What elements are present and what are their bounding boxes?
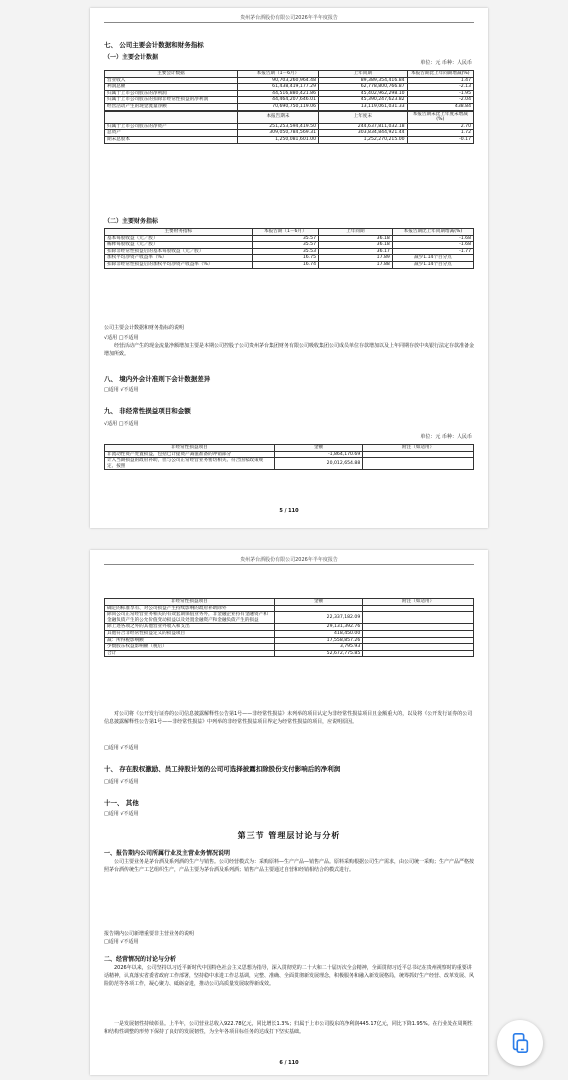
table-cell: 归属于上市公司股东的净资产: [105, 123, 238, 130]
table-cell: -0.17: [407, 136, 473, 143]
table-cell: 确定的标准享有、对公司损益产生持续影响的政府补助除外: [105, 605, 275, 612]
section-8-title: 八、 境内外会计准则下会计数据差异: [104, 375, 211, 383]
table-cell: -1.77: [392, 248, 473, 255]
table-row: [105, 123, 474, 130]
table-header-cell: 本报告期末: [237, 111, 318, 123]
table-cell: 减：所得税影响额: [105, 637, 275, 644]
table-cell: 1,252,270,215.00: [319, 136, 408, 143]
table-cell: 251,253,594,419.50: [237, 123, 318, 130]
table-row: [105, 605, 474, 612]
page-header: 贵州茅台酒股份有限公司2026年半年度报告: [240, 557, 338, 563]
table-cell: 扣除非经常性损益后的加权平均净资产收益率（%）: [105, 261, 253, 268]
note-check: √适用 □不适用: [104, 335, 139, 341]
table-cell: 3,795.93: [274, 644, 363, 651]
table-cell: 计入当期损益的政府补助，但与公司正常经营业务密切相关、符合国家政策规定、按照: [105, 458, 275, 470]
chapter-3-sub-1: 一、报告期内公司所属行业及主营业务情况说明: [104, 850, 231, 857]
section-9-check: √适用 □不适用: [104, 421, 139, 427]
table-cell: 利润总额: [105, 84, 238, 91]
table-cell: 2.70: [407, 123, 473, 130]
paragraph-check: □适用 √不适用: [104, 745, 139, 751]
section-8-check: □适用 √不适用: [104, 387, 139, 393]
table-header-cell: 上年同期: [319, 229, 393, 236]
table-cell: 90,703,260,964.48: [237, 77, 318, 84]
table-cell: 36.18: [319, 242, 393, 249]
section-10-title: 十、 存在股权激励、员工持股计划的公司可选择披露扣除股份支付影响后的净利润: [104, 765, 341, 773]
table-cell: 44,464,207,646.01: [237, 97, 318, 104]
table-cell: 52,672,775.85: [274, 650, 363, 657]
table-row: [105, 255, 474, 262]
section-9-title: 九、 非经常性损益项目和金额: [104, 407, 191, 415]
table-cell: 29,131,392.76: [274, 624, 363, 631]
table-cell: 35.57: [252, 242, 318, 249]
chapter-3-sub-2: 二、经营情况的讨论与分析: [104, 956, 177, 963]
table-header-cell: 本报告期比上年同期增减(%): [407, 71, 473, 78]
table-header-cell: 本报告期（1－6月）: [252, 229, 318, 236]
table-cell: 16.74: [252, 261, 318, 268]
table-header-cell: 金额: [274, 445, 363, 452]
table-cell: 扣除非经常性损益后的基本每股收益（元／股）: [105, 248, 253, 255]
table-cell: 36.17: [319, 248, 393, 255]
table-cell: 36.18: [319, 235, 393, 242]
phone-mirror-button[interactable]: [497, 1020, 543, 1066]
table-header-cell: 附注（如适用）: [363, 445, 474, 452]
chapter-3-sub-2-body2: 一是发展韧性持续彰显。上半年，公司营业总收入922.78亿元，同比增长1.3%；归属于上市公司股东的净利润445.17亿元，同比下降1.95%。在行业处在周期性和结构性调整的形势下保持了良好的发展韧性，为全年各项目标任务的达成打下坚实基础。: [104, 1021, 473, 1035]
table-header-cell: 主要会计数据: [105, 71, 238, 78]
table-cell: 1.47: [407, 77, 473, 84]
table-cell: 62,778,800,766.87: [319, 84, 408, 91]
unit-label-2: 单位：元 币种：人民币: [420, 434, 472, 440]
page-header: 贵州茅台酒股份有限公司2026年半年度报告: [240, 15, 338, 21]
table-cell: -1.95: [407, 90, 473, 97]
table-cell: 16.75: [252, 255, 318, 262]
table-header-cell: 上年同期: [319, 71, 408, 78]
table-cell: -2.04: [407, 97, 473, 104]
table-header-cell: 附注（如适用）: [363, 599, 474, 606]
table-cell: 经营活动产生的现金流量净额: [105, 103, 238, 110]
table-cell: 89,389,354,416.84: [319, 77, 408, 84]
table-row: [105, 136, 474, 143]
page-number: 6 / 110: [279, 1060, 299, 1066]
table-cell: 1.72: [407, 130, 473, 137]
table-cell: 61,438,419,177.29: [237, 84, 318, 91]
table-nonrecurring-items-cont: [104, 598, 474, 657]
table-cell: 418,450.00: [274, 630, 363, 637]
table-header-cell: [105, 111, 238, 123]
table-row: [105, 458, 474, 470]
table-cell: 35.57: [252, 235, 318, 242]
table-cell: 营业收入: [105, 77, 238, 84]
table-cell: 稀释每股收益（元／股）: [105, 242, 253, 249]
table-cell: 45,390,247,623.82: [319, 97, 408, 104]
table-cell: 45,402,962,298.10: [319, 90, 408, 97]
table-cell: 17.89: [319, 255, 393, 262]
table-row: [105, 637, 474, 644]
table-row: [105, 612, 474, 624]
phone-icon: [509, 1032, 531, 1054]
table-cell: 303,834,844,921.44: [319, 130, 408, 137]
table-row: [105, 97, 474, 104]
table-row: [105, 130, 474, 137]
table-cell: [363, 637, 474, 644]
table-cell: -1,864,170.69: [274, 451, 363, 458]
section-7-title: 七、 公司主要会计数据和财务指标: [104, 41, 204, 49]
table-accounting-data: [104, 70, 474, 144]
table-cell: [363, 650, 474, 657]
table-cell: -1.68: [392, 235, 473, 242]
table-cell: 合计: [105, 650, 275, 657]
table-row: [105, 235, 474, 242]
table-header-cell: 非经常性损益项目: [105, 599, 275, 606]
chapter-3-sub-1-check: □适用 √不适用: [104, 939, 139, 945]
table-cell: 44,516,880,421.86: [237, 90, 318, 97]
chapter-3-title: 第三节 管理层讨论与分析: [237, 831, 341, 840]
section-10-check: □适用 √不适用: [104, 779, 139, 785]
table-cell: 35.53: [252, 248, 318, 255]
table-cell: 除同公司正常经营业务相关的有效套期保值业务外，非金融企业持有金融资产和金融负债产生的公允价值变动损益以及处置金融资产和金融负债产生的损益: [105, 612, 275, 624]
table-cell: [363, 605, 474, 612]
table-cell: 加权平均净资产收益率（%）: [105, 255, 253, 262]
table-cell: 期末总股本: [105, 136, 238, 143]
table-header-cell: 上年度末: [319, 111, 408, 123]
page-number: 5 / 110: [279, 508, 299, 514]
section-7-subtitle-2: （二）主要财务指标: [104, 218, 159, 225]
table-cell: -2.13: [407, 84, 473, 91]
table-header-cell: 主要财务指标: [105, 229, 253, 236]
table-cell: 13,119,061,031.33: [319, 103, 408, 110]
paragraph-explanation: 对公司将《公开发行证券的公司信息披露解释性公告第1号——非经常性损益》未列举的项目认定为非经常性损益项目且金额重大的，以及将《公开发行证券的公司信息披露解释性公告第1号——非经常性损益》中列举的非经常性损益项目界定为经常性损益的项目，应说明原因。: [104, 711, 473, 725]
table-row: [105, 644, 474, 651]
table-cell: 减少1.14个百分点: [392, 255, 473, 262]
table-header-cell: 本报告期末比上年度末增减(%): [407, 111, 473, 123]
section-11-title: 十一、 其他: [104, 799, 139, 807]
table-header-cell: 金额: [274, 599, 363, 606]
table-header-cell: 本报告期比上年同期增减(%): [392, 229, 473, 236]
table-cell: -1.68: [392, 242, 473, 249]
table-cell: 少数股东权益影响额（税后）: [105, 644, 275, 651]
table-cell: 70,690,750,119.06: [237, 103, 318, 110]
table-cell: 非流动性资产处置损益，包括已计提资产减值准备的冲销部分: [105, 451, 275, 458]
table-row: [105, 90, 474, 97]
table-cell: 309,050,784,569.31: [237, 130, 318, 137]
table-cell: 244,637,811,032.18: [319, 123, 408, 130]
table-row: [105, 624, 474, 631]
document-page-6: [90, 550, 488, 1075]
table-header-cell: 本报告期（1－6月）: [237, 71, 318, 78]
header-rule: [104, 564, 474, 565]
table-row: [105, 242, 474, 249]
table-row: [105, 451, 474, 458]
table-cell: [363, 612, 474, 624]
table-row: [105, 650, 474, 657]
note-title: 公司主要会计数据和财务指标的说明: [104, 325, 185, 331]
table-cell: [363, 644, 474, 651]
table-cell: 22,337,182.09: [274, 612, 363, 624]
table-cell: 除上述各项之外的其他营业外收入和支出: [105, 624, 275, 631]
table-financial-indicators: [104, 228, 474, 269]
table-header-cell: 非经常性损益项目: [105, 445, 275, 452]
chapter-3-sub-2-body: 2026年以来，公司坚持以习近平新时代中国特色社会主义思想为指导，深入贯彻党的二十大和二十届历次全会精神，全面贯彻习近平总书记在贵州视察时的重要讲话精神，认真落实省委省政府工作部署，坚持稳中求进工作总基调，完整、准确、全面贯彻新发展理念，积极服务和融入新发展格局，统筹抓好生产经营、改革发展、风险防范等各项工作，凝心聚力、砥砺奋进，推动公司高质量发展取得新成效。: [104, 965, 475, 987]
table-row: [105, 248, 474, 255]
table-cell: 17.88: [319, 261, 393, 268]
table-cell: [363, 451, 474, 458]
header-rule: [104, 22, 474, 23]
table-cell: 1,250,081,601.00: [237, 136, 318, 143]
table-cell: 17,558,857.26: [274, 637, 363, 644]
table-cell: [274, 605, 363, 612]
table-cell: 归属于上市公司股东的净利润: [105, 90, 238, 97]
table-cell: [363, 624, 474, 631]
table-row: [105, 84, 474, 91]
chapter-3-sub-1-body: 公司主要业务是茅台酒及系列酒的生产与销售。公司经营模式为：采购原料—生产产品—销售产品。原料采购根据公司生产需求，由公司统一采购；生产产品严格按照茅台酒传统生产工艺组织生产，产品主要为茅台酒及系列酒；销售产品主要通过自营和经销相结合的模式进行。: [104, 859, 475, 873]
table-row: [105, 261, 474, 268]
section-11-check: □适用 √不适用: [104, 811, 139, 817]
table-cell: 归属于上市公司股东的扣除非经常性损益的净利润: [105, 97, 238, 104]
table-cell: 总资产: [105, 130, 238, 137]
table-cell: 438.84: [407, 103, 473, 110]
document-page-5: [90, 8, 488, 528]
table-nonrecurring-items: [104, 444, 474, 470]
table-cell: [363, 630, 474, 637]
note-body: 经营活动产生的现金流量净额增加主要是本期公司控股子公司贵州茅台集团财务有限公司吸收集团公司成员单位存款增加以及上年同期存放中央银行法定存款准备金增加所致。: [104, 343, 475, 357]
section-7-subtitle-1: （一）主要会计数据: [104, 54, 159, 61]
table-row: [105, 103, 474, 110]
table-cell: 20,012,654.88: [274, 458, 363, 470]
table-cell: [363, 458, 474, 470]
table-cell: 其他符合非经常性损益定义的损益项目: [105, 630, 275, 637]
table-row: [105, 630, 474, 637]
table-cell: 减少1.14个百分点: [392, 261, 473, 268]
table-cell: 基本每股收益（元／股）: [105, 235, 253, 242]
chapter-3-sub-1-note: 报告期内公司新增重要非主营业务的说明: [104, 931, 195, 937]
table-row: [105, 77, 474, 84]
unit-label: 单位：元 币种：人民币: [420, 60, 472, 66]
